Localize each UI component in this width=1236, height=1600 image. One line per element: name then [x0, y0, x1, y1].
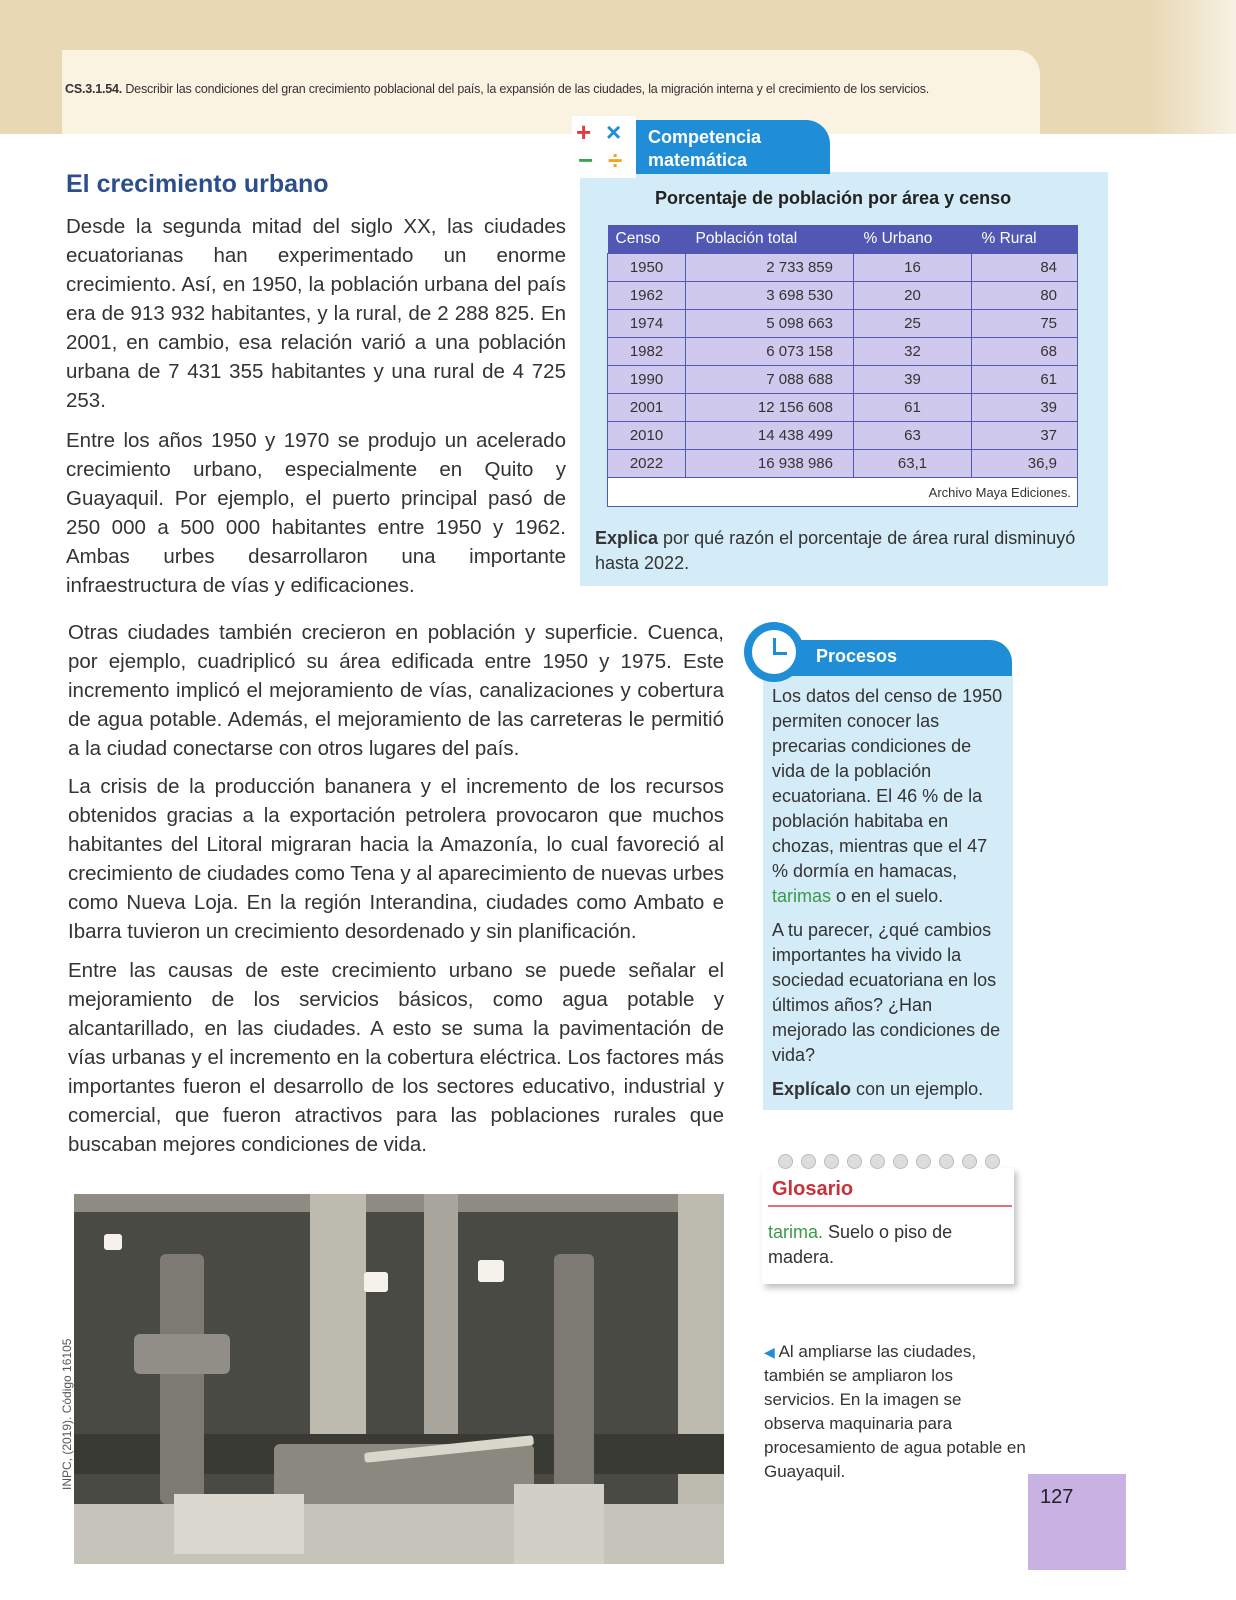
col-censo: Censo [608, 225, 686, 254]
cell-censo: 2001 [608, 394, 686, 422]
paragraph-4: La crisis de la producción bananera y el incremento de los recursos obtenidos gracias a la exportación petrolera provocaron que muchos habitantes del Litoral migraran hacia la Amazonía, lo cual favoreció al crecimiento de ciudades como Tena y al aparecimiento de nuevas urbes como Nueva Loja. En la región Interandina, ciudades como Ambato e Ibarra tuvieron un crecimiento desordenado y sin planificación. [68, 775, 724, 943]
ring-icon [939, 1154, 954, 1169]
col-poblacion-total: Población total [686, 225, 854, 254]
ring-icon [801, 1154, 816, 1169]
cell-urbano: 32 [854, 338, 972, 366]
procesos-text-1 [772, 684, 1004, 909]
ring-icon [916, 1154, 931, 1169]
table-header-row [608, 225, 1078, 254]
header-band-shade [1150, 0, 1236, 134]
col-urbano: % Urbano [854, 225, 972, 254]
skill-objective [65, 82, 929, 96]
paragraph-1: Desde la segunda mitad del siglo XX, las ciudades ecuatorianas han experimentado un enorme crecimiento. Así, en 1950, la población urbana del país era de 913 932 habitantes, y la rural, de 2 288 825. En 2001, en cambio, esa relación varió a una población urbana de 7 431 355 habitantes y una rural de 4 725 253. [66, 215, 566, 412]
procesos-text-3 [772, 1077, 1004, 1102]
table-row [608, 394, 1078, 422]
cell-rural: 36,9 [972, 450, 1078, 478]
cell-total: 16 938 986 [686, 450, 854, 478]
photo-base-block [174, 1494, 304, 1554]
ring-icon [778, 1154, 793, 1169]
competencia-title [648, 126, 818, 172]
competencia-title-line1: Competencia [648, 127, 762, 147]
cell-total: 2 733 859 [686, 254, 854, 282]
cell-urbano: 63 [854, 422, 972, 450]
procesos-text-3-bold: Explícalo [772, 1079, 852, 1099]
explica-prompt [595, 526, 1095, 576]
col-rural: % Rural [972, 225, 1078, 254]
competencia-title-line2: matemática [648, 150, 748, 170]
ring-icon [847, 1154, 862, 1169]
photo-floor [74, 1504, 724, 1564]
cell-censo: 1962 [608, 282, 686, 310]
cell-urbano: 25 [854, 310, 972, 338]
cell-censo: 1982 [608, 338, 686, 366]
page-title: El crecimiento urbano [66, 170, 329, 198]
cell-censo: 1974 [608, 310, 686, 338]
ring-icon [893, 1154, 908, 1169]
photo-caption [764, 1340, 1026, 1484]
photo-valve [134, 1334, 230, 1374]
photo-ceiling [74, 1194, 724, 1212]
procesos-text-1b: o en el suelo. [831, 886, 944, 906]
cell-total: 5 098 663 [686, 310, 854, 338]
paragraph-5: Entre las causas de este crecimiento urbano se puede señalar el mejoramiento de los servicios básicos, como agua potable y alcantarillado, en las ciudades. A esto se suma la pavimentación de vías urbanas y el incremento en la cobertura eléctrica. Los factores más importantes fueron el desarrollo de los sectores educativo, industrial y comercial, que fueron atractivos para las poblaciones rurales que buscaban mejores condiciones de vida. [68, 959, 724, 1156]
cell-total: 7 088 688 [686, 366, 854, 394]
table-title: Porcentaje de población por área y censo [655, 188, 1012, 208]
ring-icon [985, 1154, 1000, 1169]
skill-description: Describir las condiciones del gran crecimiento poblacional del país, la expansión de las ciudades, la migración interna y el crecimiento de los servicios. [125, 82, 930, 96]
cell-censo: 2010 [608, 422, 686, 450]
ring-icon [824, 1154, 839, 1169]
cell-rural: 37 [972, 422, 1078, 450]
cell-total: 3 698 530 [686, 282, 854, 310]
cell-urbano: 63,1 [854, 450, 972, 478]
table-source: Archivo Maya Ediciones. [608, 478, 1078, 507]
photo-valve-pipe [554, 1254, 594, 1504]
photo-valve-pipe [160, 1254, 204, 1504]
table-row [608, 450, 1078, 478]
explica-bold: Explica [595, 528, 659, 548]
table-row [608, 422, 1078, 450]
water-machinery-photo [74, 1194, 724, 1564]
procesos-text-3-rest: con un ejemplo. [851, 1079, 984, 1099]
glosario-definition: Suelo o piso de madera. [768, 1222, 953, 1267]
minus-icon: − [578, 145, 594, 175]
caption-arrow-icon: ◀ [764, 1344, 775, 1360]
caption-text: Al ampliarse las ciudades, también se ampliaron los servicios. En la imagen se observa maquinaria para procesamiento de agua potable en Guayaquil. [764, 1342, 1026, 1481]
cell-total: 6 073 158 [686, 338, 854, 366]
photo-lamp [364, 1272, 388, 1292]
explica-text: por qué razón el porcentaje de área rural disminuyó hasta 2022. [595, 528, 1076, 573]
population-table [607, 225, 1078, 507]
cell-urbano: 39 [854, 366, 972, 394]
table-source-row [608, 478, 1078, 507]
table-row [608, 310, 1078, 338]
cell-total: 12 156 608 [686, 394, 854, 422]
paragraph-2: Entre los años 1950 y 1970 se produjo un acelerado crecimiento urbano, especialmente en Quito y Guayaquil. Por ejemplo, el puerto principal pasó de 250 000 a 500 000 habitantes entre 1950 y 1962. Ambas urbes desarrollaron una importante infraestructura de vías y edificaciones. [66, 429, 566, 597]
table-row [608, 254, 1078, 282]
cell-total: 14 438 499 [686, 422, 854, 450]
cell-rural: 61 [972, 366, 1078, 394]
table-row [608, 282, 1078, 310]
cell-rural: 68 [972, 338, 1078, 366]
procesos-text-1a: Los datos del censo de 1950 permiten conocer las precarias condiciones de vida de la población ecuatoriana. El 46 % de la población habitaba en chozas, mientras que el 47 % dormía en hamacas, [772, 686, 1003, 881]
cell-censo: 2022 [608, 450, 686, 478]
photo-base-block [514, 1484, 604, 1564]
photo-credit: INPC, (2019). Código 16105 [60, 1338, 74, 1490]
table-row [608, 366, 1078, 394]
glosario-divider [768, 1205, 1012, 1207]
photo-lamp [478, 1260, 504, 1282]
clock-hand-minute [773, 652, 787, 655]
math-operations-icon [572, 116, 636, 178]
cell-rural: 84 [972, 254, 1078, 282]
page-number: 127 [1040, 1486, 1074, 1508]
glosario-entry [768, 1220, 1000, 1270]
procesos-title: Procesos [816, 646, 898, 666]
paragraph-3: Otras ciudades también crecieron en población y superficie. Cuenca, por ejemplo, cuadriplicó su área edificada entre 1950 y 1975. Este incremento implicó el mejoramiento de vías, canalizaciones y cobertura de agua potable. Además, el mejoramiento de las carreteras le permitió a la ciudad conectarse con otros lugares del país. [68, 621, 724, 760]
photo-lamp [104, 1234, 122, 1250]
glosario-term: tarima. [768, 1222, 824, 1242]
table-row [608, 338, 1078, 366]
plus-icon: + [576, 117, 592, 147]
cell-censo: 1990 [608, 366, 686, 394]
procesos-text-2: A tu parecer, ¿qué cambios importantes ha vivido la sociedad ecuatoriana en los últimos años? ¿Han mejorado las condiciones de vida? [772, 920, 1001, 1065]
cell-urbano: 61 [854, 394, 972, 422]
times-icon: × [606, 117, 622, 147]
divide-icon: ÷ [608, 145, 623, 175]
glosario-title: Glosario [772, 1178, 854, 1200]
cell-censo: 1950 [608, 254, 686, 282]
cell-rural: 75 [972, 310, 1078, 338]
notebook-rings [778, 1154, 1014, 1172]
cell-urbano: 16 [854, 254, 972, 282]
glossary-term-link: tarimas [772, 886, 832, 906]
ring-icon [962, 1154, 977, 1169]
cell-rural: 80 [972, 282, 1078, 310]
cell-rural: 39 [972, 394, 1078, 422]
cell-urbano: 20 [854, 282, 972, 310]
skill-code: CS.3.1.54. [65, 82, 123, 96]
ring-icon [870, 1154, 885, 1169]
